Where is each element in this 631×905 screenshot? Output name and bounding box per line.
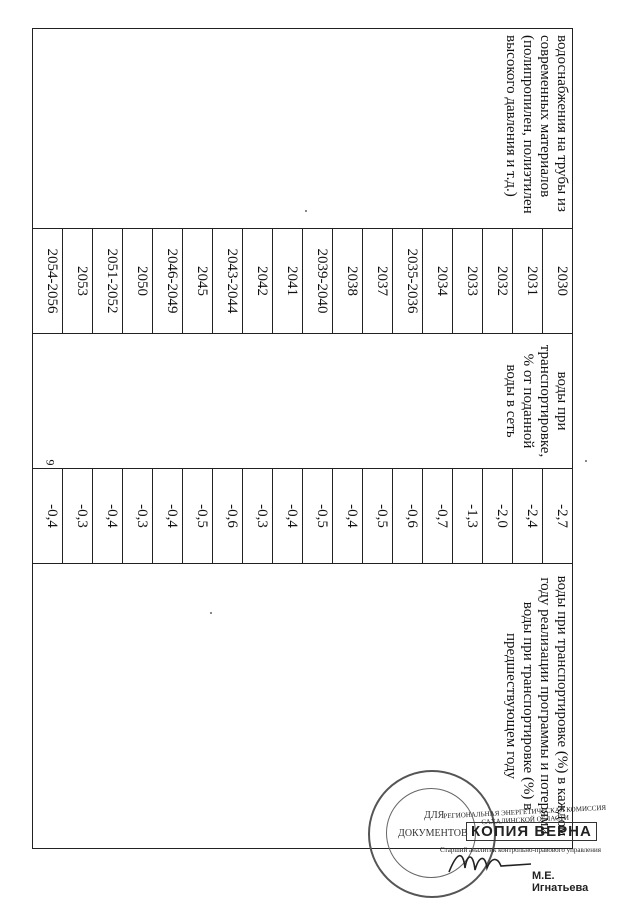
year-cell: 2046-2049 (153, 229, 183, 334)
round-seal-text-1: ДЛЯ (424, 810, 445, 821)
year-cell: 2054-2056 (33, 229, 63, 334)
year-cell: 2031 (513, 229, 543, 334)
value-cell: -0,3 (63, 469, 93, 564)
year-cell: 2041 (273, 229, 303, 334)
value-cell: -0,6 (213, 469, 243, 564)
year-cell: 2033 (453, 229, 483, 334)
year-cell: 2038 (333, 229, 363, 334)
water-loss-table (44, 28, 573, 848)
table (32, 28, 573, 849)
year-cell: 2030 (543, 229, 573, 334)
year-cell: 2035-2036 (393, 229, 423, 334)
value-cell: -0,4 (33, 469, 63, 564)
value-cell: -0,4 (93, 469, 123, 564)
value-cell: -0,6 (393, 469, 423, 564)
value-cell: -0,4 (273, 469, 303, 564)
copy-stamp-header: РЕГИОНАЛЬНАЯ ЭНЕРГЕТИЧЕСКАЯ КОМИССИЯ САХАЛИНСКОЙ ОБЛАСТИ (443, 803, 607, 827)
year-cell: 2050 (123, 229, 153, 334)
value-cell: -2,7 (543, 469, 573, 564)
value-cell: -0,3 (123, 469, 153, 564)
indicator-cell: воды при транспортировке, % от поданной воды в сеть (33, 334, 573, 469)
year-cell: 2045 (183, 229, 213, 334)
scan-dot (305, 210, 307, 212)
calculation-method-cell: воды при транспортировке (%) в каждом году реализации программы и потерями воды при транспортировке (%) в предшествующем году (33, 564, 573, 849)
scan-dot (210, 612, 212, 614)
value-cell: -0,7 (423, 469, 453, 564)
description-cell: водоснабжения на трубы из современных материалов (полипропилен, полиэтилен высокого давления и т.д.) (33, 29, 573, 229)
value-cell: -2,4 (513, 469, 543, 564)
value-cell: -2,0 (483, 469, 513, 564)
copy-stamp-signer: М.Е. Игнатьева (532, 870, 589, 894)
value-cell: -1,3 (453, 469, 483, 564)
year-cell: 2051-2052 (93, 229, 123, 334)
value-cell: -0,5 (183, 469, 213, 564)
year-cell: 2039-2040 (303, 229, 333, 334)
year-cell: 2032 (483, 229, 513, 334)
value-cell: -0,4 (333, 469, 363, 564)
page-number: 9 (43, 459, 58, 466)
value-cell: -0,5 (303, 469, 333, 564)
handwritten-signature (445, 842, 535, 882)
year-cell: 2037 (363, 229, 393, 334)
round-seal-text-2: ДОКУМЕНТОВ (398, 828, 468, 839)
value-cell: -0,3 (243, 469, 273, 564)
table-body (33, 29, 573, 849)
value-cell: -0,4 (153, 469, 183, 564)
value-cell: -0,5 (363, 469, 393, 564)
year-cell: 2043-2044 (213, 229, 243, 334)
copy-stamp-position: Старший аналитик контрольно-правового управления (440, 846, 601, 854)
year-cell: 2042 (243, 229, 273, 334)
copy-stamp-label: КОПИЯ ВЕРНА (466, 822, 597, 841)
year-cell: 2034 (423, 229, 453, 334)
year-cell: 2053 (63, 229, 93, 334)
table-rotated (44, 28, 573, 848)
table-row (543, 29, 573, 849)
scan-dot (585, 460, 587, 462)
